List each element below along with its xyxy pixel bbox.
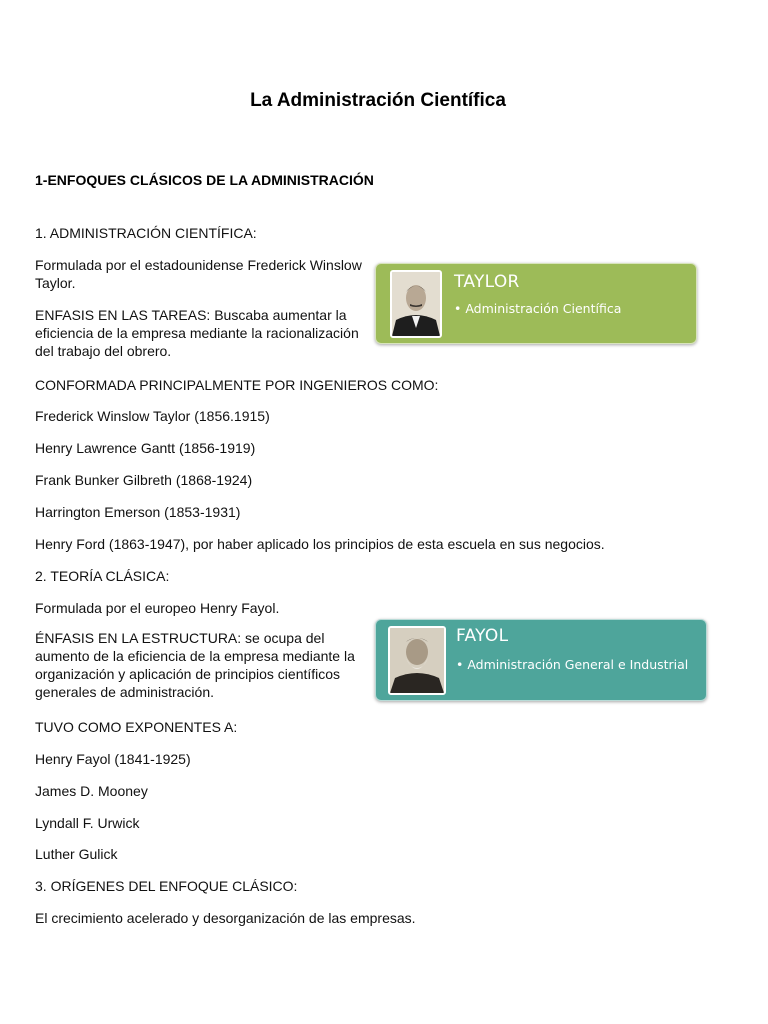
fayol-card-bullet: • Administración General e Industrial	[456, 657, 689, 672]
taylor-card-title: TAYLOR	[454, 272, 520, 292]
paragraph-formulada-fayol: Formulada por el europeo Henry Fayol.	[35, 600, 280, 616]
paragraph-enfasis-tareas: ENFASIS EN LAS TAREAS: Buscaba aumentar la eficiencia de la empresa mediante la racionalización del trabajo del obrero.	[35, 307, 359, 359]
taylor-portrait-photo	[390, 270, 442, 338]
paragraph-formulada-taylor: Formulada por el estadounidense Frederick Winslow Taylor.	[35, 257, 362, 291]
list-item-gilbreth: Frank Bunker Gilbreth (1868-1924)	[35, 472, 253, 488]
paragraph-enfasis-estructura: ÉNFASIS EN LA ESTRUCTURA: se ocupa del aumento de la eficiencia de la empresa mediante la organización y aplicación de principios científicos generales de administración.	[35, 630, 355, 700]
taylor-card-bullet: • Administración Científica	[454, 301, 622, 316]
portrait-icon	[392, 272, 440, 336]
fayol-card-title: FAYOL	[456, 626, 509, 646]
list-item-fayol: Henry Fayol (1841-1925)	[35, 751, 191, 767]
list-item-gantt: Henry Lawrence Gantt (1856-1919)	[35, 440, 256, 456]
list-item-urwick: Lyndall F. Urwick	[35, 815, 140, 831]
paragraph-admin-cientifica-heading: 1. ADMINISTRACIÓN CIENTÍFICA:	[35, 225, 257, 241]
taylor-card	[375, 263, 697, 344]
portrait-icon	[390, 628, 444, 693]
list-item-taylor: Frederick Winslow Taylor (1856.1915)	[35, 408, 270, 424]
paragraph-exponentes: TUVO COMO EXPONENTES A:	[35, 719, 238, 735]
list-item-gulick: Luther Gulick	[35, 846, 118, 862]
fayol-portrait-photo	[388, 626, 446, 695]
fayol-card	[375, 619, 707, 701]
paragraph-teoria-clasica-heading: 2. TEORÍA CLÁSICA:	[35, 568, 170, 584]
paragraph-crecimiento: El crecimiento acelerado y desorganización de las empresas.	[35, 910, 416, 926]
list-item-mooney: James D. Mooney	[35, 783, 148, 799]
list-item-emerson: Harrington Emerson (1853-1931)	[35, 504, 241, 520]
document-title: La Administración Científica	[250, 90, 506, 111]
paragraph-origenes-heading: 3. ORÍGENES DEL ENFOQUE CLÁSICO:	[35, 878, 298, 894]
list-item-ford: Henry Ford (1863-1947), por haber aplicado los principios de esta escuela en sus negocios.	[35, 536, 605, 552]
section-heading: 1-ENFOQUES CLÁSICOS DE LA ADMINISTRACIÓN	[35, 172, 374, 188]
paragraph-ingenieros: CONFORMADA PRINCIPALMENTE POR INGENIEROS COMO:	[35, 377, 439, 393]
